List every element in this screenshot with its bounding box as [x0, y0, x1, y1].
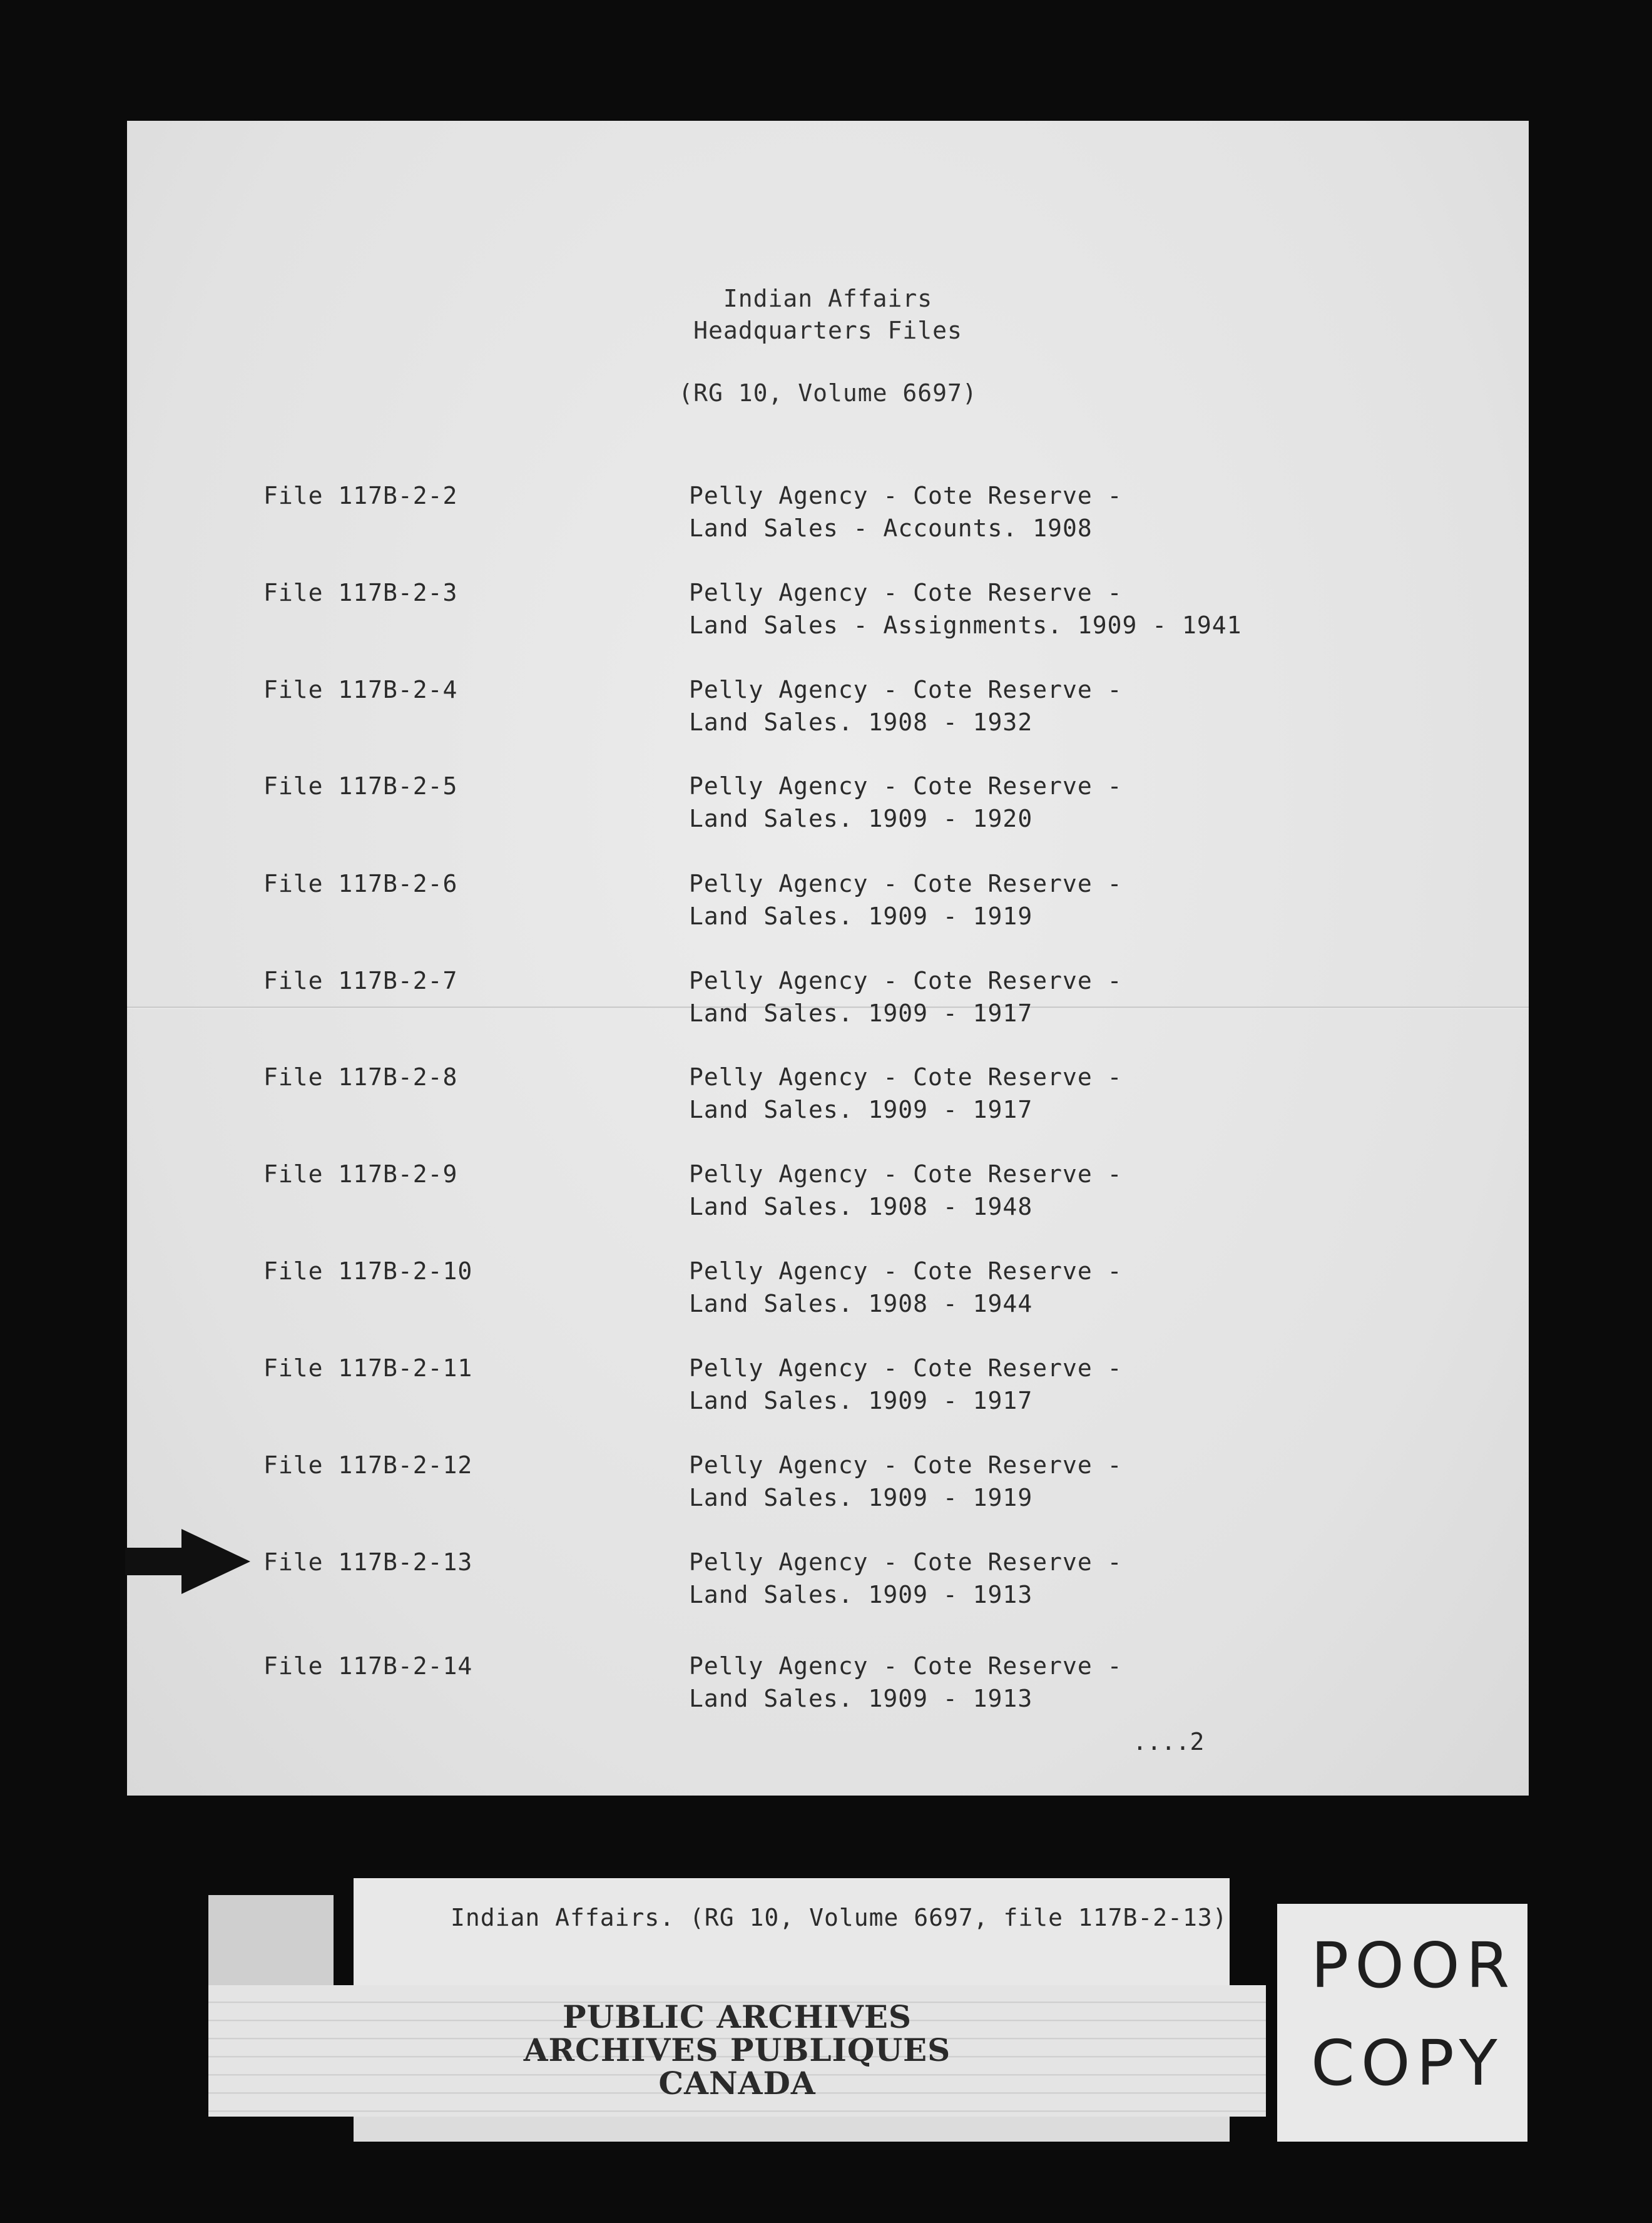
file-description-line2: Land Sales. 1908 - 1932	[689, 708, 1033, 736]
file-description-line1: Pelly Agency - Cote Reserve -	[689, 482, 1123, 509]
file-description-line1: Pelly Agency - Cote Reserve -	[689, 1257, 1123, 1285]
file-description-line2: Land Sales. 1909 - 1917	[689, 1387, 1033, 1414]
header-title: Indian Affairs	[723, 285, 933, 312]
file-description-line1: Pelly Agency - Cote Reserve -	[689, 579, 1123, 606]
file-description-line1: Pelly Agency - Cote Reserve -	[689, 967, 1123, 994]
file-description-line2: Land Sales. 1908 - 1948	[689, 1193, 1033, 1220]
stamp-line-3: CANADA	[658, 2065, 816, 2102]
file-description-line2: Land Sales - Accounts. 1908	[689, 514, 1093, 542]
stamp-line-2: ARCHIVES PUBLIQUES	[523, 2031, 951, 2068]
header-volume: (RG 10, Volume 6697)	[678, 379, 977, 407]
file-description-line1: Pelly Agency - Cote Reserve -	[689, 1548, 1123, 1576]
file-description-line2: Land Sales. 1909 - 1917	[689, 999, 1033, 1027]
file-description-line1: Pelly Agency - Cote Reserve -	[689, 1160, 1123, 1188]
file-number: File 117B-2-6	[263, 870, 458, 897]
reference-text: Indian Affairs. (RG 10, Volume 6697, file 117B-2-13)	[451, 1904, 1228, 1931]
document-page	[127, 121, 1529, 1796]
file-description-line2: Land Sales - Assignments. 1909 - 1941	[689, 611, 1242, 639]
label-strip	[354, 2117, 1230, 2142]
handwritten-poor: POOR	[1311, 1929, 1516, 2002]
file-number: File 117B-2-11	[263, 1354, 473, 1382]
file-description-line2: Land Sales. 1908 - 1944	[689, 1290, 1033, 1317]
handwritten-copy: COPY	[1311, 2026, 1504, 2100]
file-number: File 117B-2-3	[263, 579, 458, 606]
file-description-line2: Land Sales. 1909 - 1917	[689, 1096, 1033, 1123]
file-description-line2: Land Sales. 1909 - 1919	[689, 1484, 1033, 1511]
file-number: File 117B-2-8	[263, 1063, 458, 1091]
file-description-line2: Land Sales. 1909 - 1919	[689, 902, 1033, 930]
stamp-line-1: PUBLIC ARCHIVES	[563, 1998, 912, 2035]
file-description-line1: Pelly Agency - Cote Reserve -	[689, 870, 1123, 897]
header-subtitle: Headquarters Files	[693, 317, 962, 344]
file-description-line1: Pelly Agency - Cote Reserve -	[689, 1652, 1123, 1680]
file-number: File 117B-2-12	[263, 1451, 473, 1479]
arrow-right-icon	[125, 1529, 250, 1594]
continued-marker: ....2	[1133, 1728, 1205, 1755]
file-number: File 117B-2-5	[263, 772, 458, 800]
file-number: File 117B-2-2	[263, 482, 458, 509]
file-description-line1: Pelly Agency - Cote Reserve -	[689, 1354, 1123, 1382]
file-number: File 117B-2-4	[263, 676, 458, 703]
file-description-line2: Land Sales. 1909 - 1913	[689, 1581, 1033, 1608]
file-number: File 117B-2-9	[263, 1160, 458, 1188]
file-number: File 117B-2-7	[263, 967, 458, 994]
file-number: File 117B-2-10	[263, 1257, 473, 1285]
archives-stamp	[208, 1985, 1266, 2117]
file-description-line1: Pelly Agency - Cote Reserve -	[689, 1063, 1123, 1091]
file-description-line1: Pelly Agency - Cote Reserve -	[689, 1451, 1123, 1479]
file-number: File 117B-2-14	[263, 1652, 473, 1680]
file-description-line2: Land Sales. 1909 - 1913	[689, 1685, 1033, 1712]
file-description-line1: Pelly Agency - Cote Reserve -	[689, 676, 1123, 703]
file-description-line2: Land Sales. 1909 - 1920	[689, 805, 1033, 832]
file-description-line1: Pelly Agency - Cote Reserve -	[689, 772, 1123, 800]
file-number: File 117B-2-13	[263, 1548, 473, 1576]
